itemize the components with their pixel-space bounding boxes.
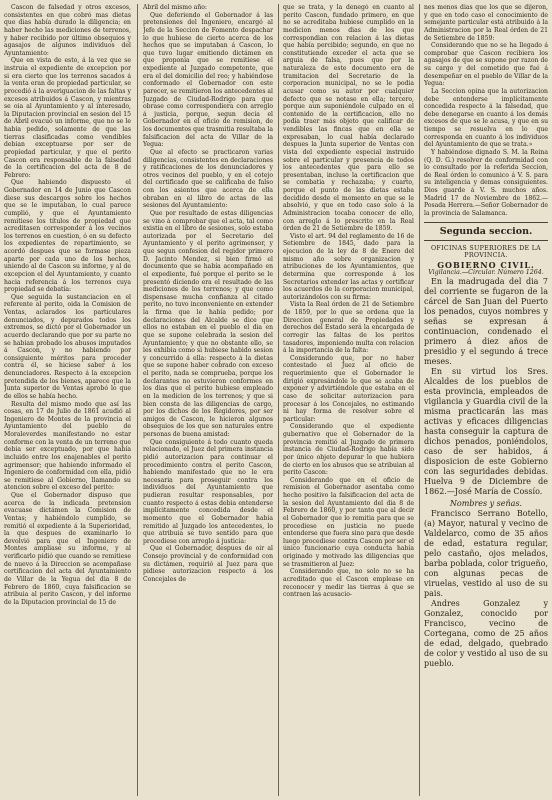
- paragraph: Que el Gobernador dispuso que acerca de la indicada pretension evacuase dictámen la Comision de Ventas; y habiéndolo cumplido, se remitió el expediente á la Superioridad, la que despues de examinarlo lo devolvió para que el Ingeniero de Montes ampliase su informe, y al verificarlo pidió que cuando se remitiese de nuevo á la Direccion se acompañase certificacion del acta del Ayuntamiento de Villar de la Yegua del dia 8 de Febrero de 1860, cuya falsificacion se atribuia al perito Cascon, y del informe de la Diputacion provincial de 15 de: [4, 492, 131, 606]
- newspaper-page: [4, 4, 548, 796]
- paragraph: Resulta del mismo modo que así las cosas, en 17 de Julio de 1861 acudió al Ingeniero de Montes de la provincia el Ayuntamiento del pueblo de Moraleverdes manifestando no estar conforme con la venta de un terreno que debia ser exceptuado, por que había incluido entre los enajenables el perito agrimensor; que habiendo informado el Ingeniero de conformidad con ella, pidió se remitiese al Gobierno, llamando su atencion sobre el exceso del perito:: [4, 400, 131, 492]
- paragraph: Visto el art. 94 del reglamento de 16 de Setiembre de 1845, dado para la ejecucion de la ley de 8 de Enero del mismo año sobre organizacion y atribuciones de los Ayuntamientos, que determina que corresponde á los Secretarios extender las actas y certificar los acuerdos de la corporacion municipal, autorizándolos con su firma:: [283, 232, 414, 301]
- paragraph: Que seguida la sustanciacion en el referente al perito, oida la Comision de Ventas, aclarados los particulares denunciados, y depurados todos los extremos, se dictó por el Gobernador un acuerdo declarando que por su parte no se habian probado los abusos imputados á Cascon, y no habiendo por consiguiente méritos para proceder contra él, se hiciese saber á los denunciadores. Respecto á la excepcion pretendida de los bienes, aparece que la Junta superior de Ventas aprobó lo que de ellos se había hecho.: [4, 293, 131, 400]
- names-entry: Francisco Serrano Botello, (a) Mayor, natural y vecino de Valdelarco, como de 35 años de edad, estatura regular, pelo castaño, ojos melados, barba poblada, color trigueño, con algunas pecas de viruelas, vestido al uso de su pais.: [424, 509, 548, 598]
- names-heading: Nombres y señas.: [449, 499, 523, 508]
- paragraph: Considerando que, no solo no se ha acreditado que el Cascon emplease en reconocer y medir las tierras á que se contraen las acusacio-: [283, 568, 414, 599]
- column-1: [4, 4, 131, 796]
- paragraph: Considerando que el expediente gubernativo que el Gobernador de la provincia remitió al Juzgado de primera instancia de Ciudad-Rodrigo había sido por único objeto depurar lo que hubiera de cierto en los abusos que se atribuian al perito Cascon:: [283, 423, 414, 477]
- circular-heading: Vigilancia.—Circular. Número 1264.: [428, 269, 544, 277]
- names-entry: Andres Gonzalez y Gonzalez, conocido por Francisco, vecino de Cortegana, como de 25 años de edad, delgado, quebrado de color y vestido al uso de su pueblo.: [424, 599, 548, 668]
- section-title: Segunda seccion.: [439, 225, 533, 237]
- column-rule: [419, 4, 420, 796]
- paragraph: La Seccion opina que la autorizacion debe entenderse implícitamente concedida respecto á la falsedad, que debe denegarse en cuanto á los demás excesos de que se le acusa, y que en su tiempo se resuelva en lo que corresponda en cuanto á los individuos del Ayuntamiento de que se trata.»: [424, 87, 548, 149]
- paragraph: Considerando que, por no haber contestado el Juez al oficio de requerimiento que el Gobernador le dirigió expresándole lo que se acaba de exponer y advirtiéndole que estaba en el caso de solicitar autorizacion para procesar á los Concejales, no estimando ni hay forma de resolver sobre el particular:: [283, 354, 414, 423]
- paragraph: Considerando que no se ha llegado á comprobar que Cascon recibiera los agasajos de que se supone por razon de su cargo y del cometido que fué á desempeñar en el pueblo de Villar de la Yegua:: [424, 42, 548, 88]
- paragraph: que se trata, y la denegó en cuanto al perito Cascon, fundado primero, en que no se acreditaba hubiese cumplido en la medicion menos dias de los que correspondian con relacion á las dietas que había percibido; segundo, en que no constitutiendo exceder el acta que se arguia de falsa, pues que por la naturaleza de este documento era de tramitacion del Secretario de la corporacion municipal, no se le podia acusar como su autor por cualquier defecto que se notase en ella; tercero, porque aun suponiéndole culpado en el contenido de la certificacion, ello no podía traer más objeto que calificar de vendibles las fincas que en ella se expresaban, lo cual había declarado despues la Junta superior de Ventas con vista del expediente especial instruido sobre el particular y presencia de todos los antecedentes que para ello se presentaban, incluso la certificacion que se combatia y rechazaba; y cuarto, porque el punto de las dietas estaba decidido desde el momento en que se le absolvió, y que en todo caso solo á la Administracion tocaba conocer de ello, con arreglo á lo prescrito en la Real órden de 21 de Setiembre de 1859.: [283, 4, 414, 233]
- paragraph: Que habiendo dispuesto el Gobernador en 14 de Junio que Cascon diese sus descargos sobre los hechos que se le imputaban, lo cual parece cumplió, y que el Ayuntamiento remitiese los títulos de propiedad que acreditasen corresponder á los vecinos los terrenos en cuestion, ó en su defecto los expedientes de repartimiento, se acordó despues que se formase pieza aparte por cada uno de los hechos, uniendo al de Cascon su informe, y al de excepcion el del Ayuntamiento, y cuanto hacia referencia á los terrenos cuya propiedad se debatía:: [4, 179, 131, 294]
- paragraph: Y habiéndose dignado S. M. la Reina (Q. D. G.) resolver de conformidad con lo consultado por la referida Seccion, de Real órden lo comunico á V. S. para su inteligencia y demas consiguientes. Dios guarde á V. S. muchos años. Madrid 17 de Noviembre de 1862.—Posada Herrera.—Señor Gobernador de la provincia de Salamanca.: [424, 148, 548, 217]
- paragraph: Abril del mismo año:: [143, 4, 207, 11]
- column-4: [424, 4, 548, 796]
- circular-paragraph: En la madrugada del dia 7 del corriente se fugaron de la cárcel de San Juan del Puerto los penados, cuyos nombres y señas se expresan á continuacion, condenado el primero á diez años de presidio y el segundo á trece meses.: [424, 277, 548, 366]
- paragraph: Vista la Real órden de 21 de Setiembre de 1859, por lo que se ordena que la Direccion general de Propiedades y derechos del Estado será la encargada de corregir las faltas de los peritos tasadores, imponiendo multa con relacion á la importancia de la falta:: [283, 301, 414, 355]
- paragraph: Que consiguiente á todo cuanto queda relacionado, el Juez del primera instancia pidió autorizacion para continuar el procedimiento contra el perito Cascon, habiendo manifestado que no le era necesaria para proseguir contra los individuos del Ayuntamiento que pudieran resultar responsables, por cuanto respecto á estas debia entenderse implícitamente concedida desde el momento que el Gobernador había remitido al Juzgado los antecedentes, lo que atribuia se tuvo sentido para que procediese con arreglo á justicia:: [143, 438, 273, 545]
- offices-heading: OFICINAS SUPERIORES DE LA PROVINCIA.: [430, 244, 542, 260]
- paragraph: Considerando que en el oficio de remision el Gobernador asentaba como hecho positivo la falsificacion del acta de la sesion del Ayuntamiento del dia 8 de Febrero de 1860, y por tanto que al decir el Gobernador que lo remitia para que se procediese en justicia no puede entenderse que fuera sino para que desde luego procediese contra Cascon por ser el único funcionario cuya conducta había originado y motivado las diligencias que se trasmitieron al Juez:: [283, 476, 414, 568]
- column-2: [143, 4, 273, 796]
- paragraph: Que el Gobernador, despues de oir al Consejo provincial y de conformidad con su dictámen, requirió al Juez para que pidiese autorizacion respecto á los Concejales de: [143, 545, 273, 583]
- column-3: [283, 4, 414, 796]
- paragraph: Que deferiendo el Gobernador á las pretensiones del Ingeniero, encargó al Jefe de la Seccion de Fomento despachar lo que hubiese de cierto acerca de los hechos que se imputaban á Cascon, lo que tuvo lugar emitiendo dictámen en que proponia que se remitiese el expediente al Juzgado competente, que era el del domicilio del reo; y habiéndose conformado el Gobernador con este parecer, se remitieron los antecedentes al Juzgado de Ciudad-Rodrigo para que obrase como correspondiera con arreglo á justicia, porque, segun decia el Gobernador en el oficio de remision, de los documentos que trasmitia resultaba la falsificacion del acta de Villar de la Yegua:: [143, 11, 273, 149]
- government-heading: GOBIERNO CIVIL.: [437, 259, 535, 270]
- paragraph: nes menos dias que los que se dijeron, y que en todo caso el conocimiento de semejante particular está atribuido á la Administracion por la Real órden de 21 de Setiembre de 1859:: [424, 4, 548, 42]
- paragraph: Que al efecto se practicaron varias diligencias, consistentes en declaraciones y ratificaciones de los denunciadores y otros vecinos del pueblo, y en el cotejo del certificado que se calificaba de falso con los asientos que acerca de ella obraban en el libro de actas de las sesiones del Ayuntamiento:: [143, 148, 273, 210]
- section-header: [424, 222, 548, 241]
- circular-paragraph: En su virtud los Sres. Alcaldes de los pueblos de esta provincia, empleados de vigilancia y Guardia civil de la misma practicarán las mas activas y eficaces diligencias hasta conseguir la captura de dichos penados, poniéndolos, caso de ser habidos, á disposicion de este Gobierno con las seguridades debidas. Huelva 9 de Diciembre de 1862.—José María de Cossío.: [424, 367, 548, 496]
- column-rule: [278, 4, 279, 796]
- paragraph: Cascon de falsedad y otros excesos, consistentes en que cobró mas dietas que dias había durado la diligencia; en haber hecho las mediciones de terrenos, y haber recibido por último obsequios y agasajos de algunos individuos del Ayuntamiento:: [4, 4, 131, 57]
- column-rule: [137, 4, 138, 796]
- paragraph: Que en vista de esto, á la vez que se instruia el expediente de excepcion por si era cierto que los terrenos sacados á la venta eran de propiedad particular, se procedió á la averiguacion de las faltas y excesos atribuidos á Cascon, y mientras se oia al Ayuntamiento y al interesado, la Diputacion provincial en sesion del 15 de Abril evacuó un informe, que no se le habia pedido, solamente de que las tierras clasificadas como vendibles debian exceptuarse por ser de propiedad particular, y que el perito Cascon era responsable de la falsedad de la certificacion del acta de 8 de Febrero:: [4, 57, 131, 179]
- paragraph: Que por resultado de estas diligencias se vino á comprobar que el acta, tal como existia en el libro de sesiones, solo estaba autorizada por el Secretario del Ayuntamiento y el perito agrimensor, y que segun confesion del regidor primero D. Jacinto Mendez, si bien firmó el documento que se había acompañado en el expediente, fué porque el perito se le presentó diciendo era el resultado de las mediciones de los terrenos; y que como dispensase mucha confianza al citado perito, no tuvo inconveniente en extender la firma que le había pedido; por declaraciones del Alcalde se dice que ellos no estaban en el pueblo el dia en que se supone celebrada la sesion del Ayuntamiento; y que no obstante ello, se les exhibia como si hubiese habido sesion y concurrido á ella: respecto á la dietas que se supone haber cobrado con exceso el perito, nada se comprueba, porque los declarantes no estuvieron conformes en los dias que el perito hubiese empleado en la medicion de los terrenos; y que si bien consta de las diligencias de cargo, por los dichos de los Regidores, por ser amigos de Cascon, le hicieron algunos obsequios de los que son naturales entre personas de buena amistad:: [143, 209, 273, 438]
